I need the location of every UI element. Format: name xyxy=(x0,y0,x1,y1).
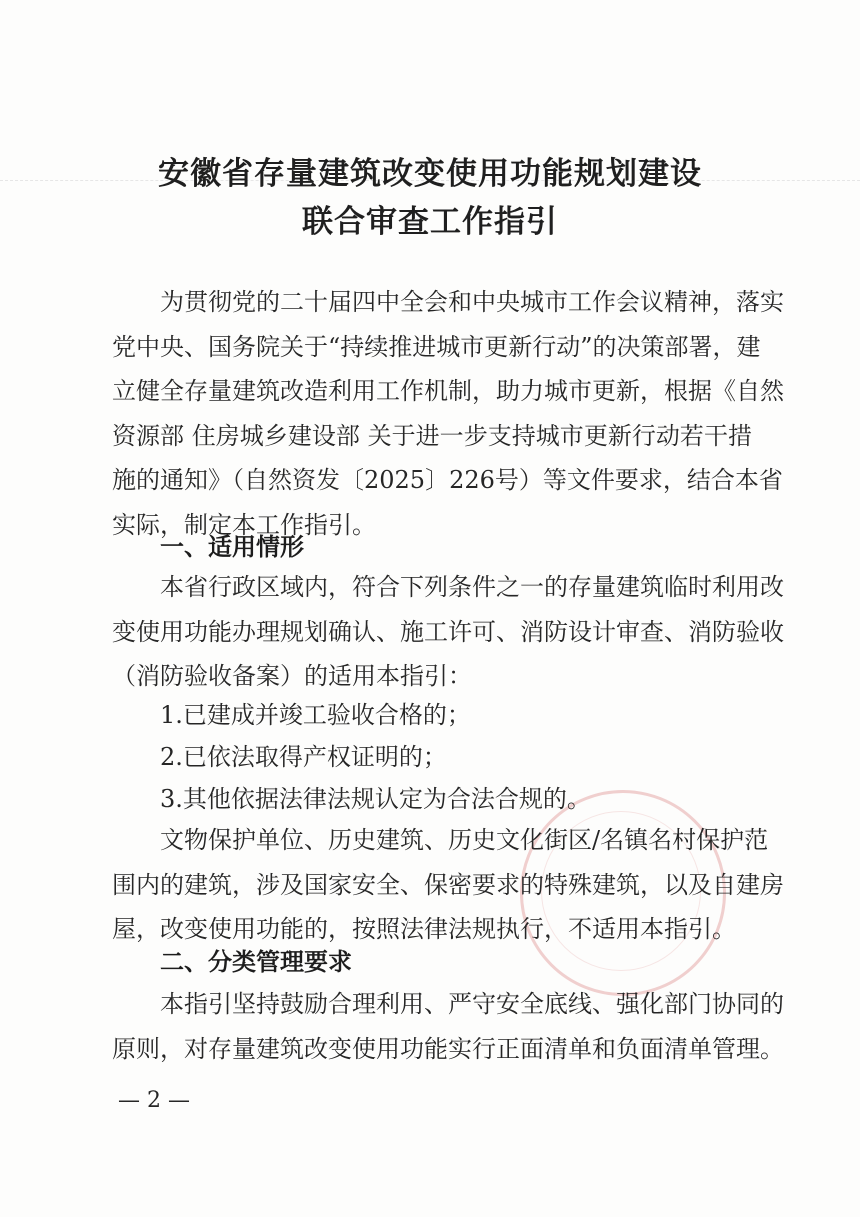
exclusion-line: 围内的建筑，涉及国家安全、保密要求的特殊建筑，以及自建房 xyxy=(112,870,784,899)
management-line: 原则，对存量建筑改变使用功能实行正面清单和负面清单管理。 xyxy=(112,1034,784,1063)
condition-item: 2.已依法取得产权证明的； xyxy=(160,743,447,771)
intro-line: 党中央、国务院关于“持续推进城市更新行动”的决策部署，建 xyxy=(112,332,761,361)
management-line: 本指引坚持鼓励合理利用、严守安全底线、强化部门协同的 xyxy=(160,990,784,1018)
scope-line: 本省行政区域内，符合下列条件之一的存量建筑临时利用改 xyxy=(160,573,784,601)
exclusion-line: 屋，改变使用功能的，按照法律法规执行，不适用本指引。 xyxy=(112,915,736,943)
scope-line: （消防验收备案）的适用本指引： xyxy=(112,662,472,690)
condition-item: 1.已建成并竣工验收合格的； xyxy=(160,701,471,729)
page-number: — 2 — xyxy=(118,1088,190,1113)
intro-line: 立健全存量建筑改造利用工作机制，助力城市更新，根据《自然 xyxy=(112,377,784,405)
intro-paragraph xyxy=(112,280,784,547)
intro-line: 施的通知》（自然资发〔2025〕226号）等文件要求，结合本省 xyxy=(112,466,783,494)
scope-line: 变使用功能办理规划确认、施工许可、消防设计审查、消防验收 xyxy=(112,617,784,646)
condition-item: 3.其他依据法律法规认定为合法合规的。 xyxy=(160,785,591,813)
intro-line: 实际，制定本工作指引。 xyxy=(112,510,376,539)
intro-line: 资源部 住房城乡建设部 关于进一步支持城市更新行动若干措 xyxy=(112,421,752,450)
management-paragraph xyxy=(112,982,784,1071)
document-title-line2: 联合审查工作指引 xyxy=(302,204,558,240)
exclusion-line: 文物保护单位、历史建筑、历史文化街区/名镇名村保护范 xyxy=(160,826,769,854)
document-title-line1: 安徽省存量建筑改变使用功能规划建设 xyxy=(158,156,702,192)
scope-paragraph xyxy=(112,565,784,699)
exclusion-paragraph xyxy=(112,818,784,952)
section-heading-management: 二、分类管理要求 xyxy=(160,947,352,976)
intro-line: 为贯彻党的二十届四中全会和中央城市工作会议精神，落实 xyxy=(160,288,784,316)
section-heading-scope: 一、适用情形 xyxy=(160,532,304,561)
